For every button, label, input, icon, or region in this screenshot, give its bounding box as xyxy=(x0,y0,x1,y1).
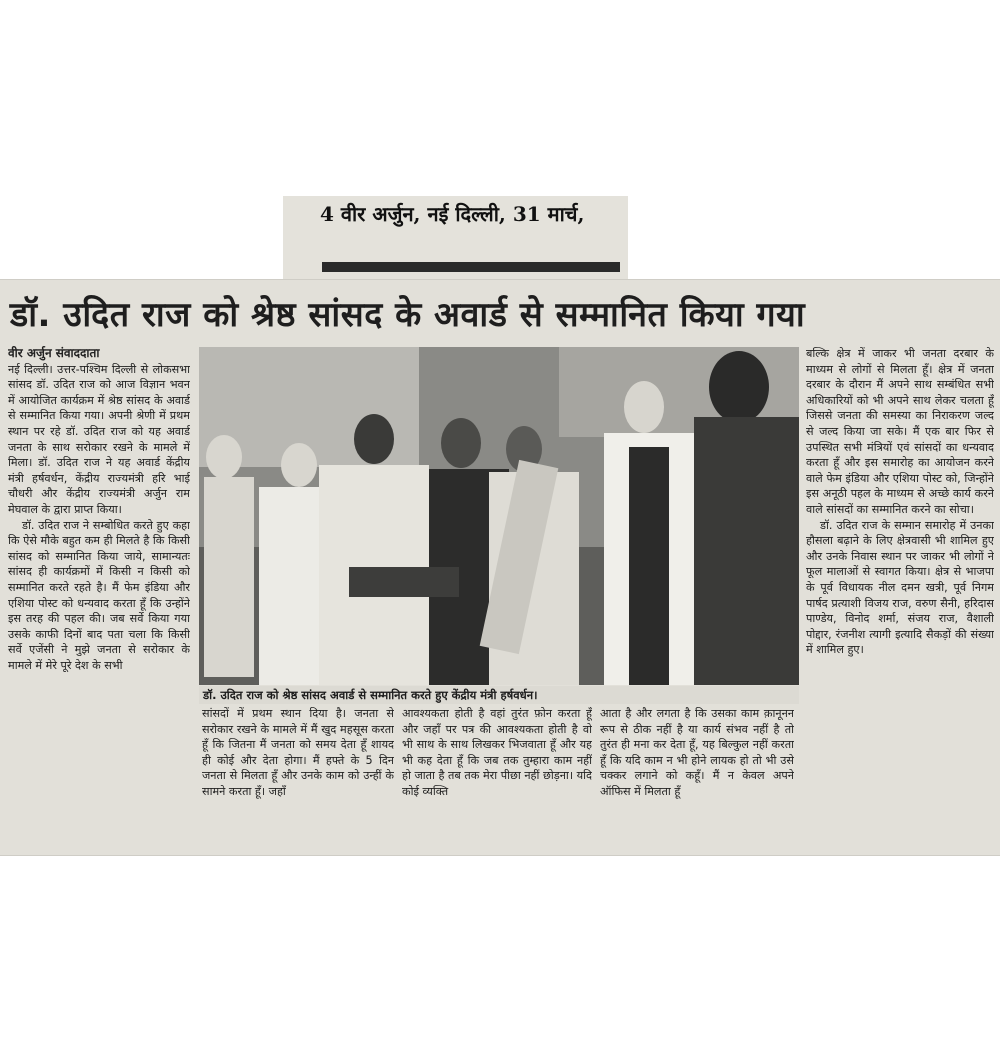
article-paragraph: आता है और लगता है कि उसका काम क़ानूनन रूप से ठीक नहीं है या कार्य संभव नहीं है तो तुरंत ही मना कर देता हूँ, यह बिल्कुल नहीं करता हूँ कि यदि काम न भी होने लायक हो तो भी उसे चक्कर लगाने को कहूँ। मैं न केवल अपने ऑफिस में मिलता हूँ xyxy=(600,707,794,798)
article-column-2 xyxy=(202,706,394,854)
masthead-dateline: 4 वीर अर्जुन, नई दिल्ली, 31 मार्च, xyxy=(320,202,585,226)
article-paragraph: डॉ. उदित राज के सम्मान समारोह में उनका हौसला बढ़ाने के लिए क्षेत्रवासी भी शामिल हुए और उनके निवास स्थान पर जाकर भी लोगों ने फूल मालाओं से स्वागत किया। क्षेत्र से भाजपा के पूर्व विधायक नील दमन खत्री, पूर्व निगम पार्षद प्रत्याशी विजय राज, वरुण सैनी, हरिदास पाण्डेय, विनोद शर्मा, संजय राज, वैशाली पोद्दार, रंजनीश त्यागी इत्यादि सैकड़ों की संख्या में शामिल हुए। xyxy=(806,518,994,657)
article-paragraph: सांसदों में प्रथम स्थान दिया है। जनता से सरोकार रखने के मामले में मैं खुद महसूस करता हूँ कि जितना मैं जनता को समय देता हूँ शायद ही कोई और देता होगा। मैं हफ्ते के 5 दिन जनता से मिलता हूँ और उनके काम को उन्हीं के सामने करता हूँ। जहाँ xyxy=(202,707,394,798)
award-photo xyxy=(199,347,799,685)
article-column-1 xyxy=(8,346,190,854)
award-ceremony-image xyxy=(199,347,799,685)
article-paragraph: बल्कि क्षेत्र में जाकर भी जनता दरबार के माध्यम से लोगों से मिलता हूँ। क्षेत्र में जनता दरबार के दौरान मैं अपने साथ सम्बंधित सभी अधिकारियों को भी अपने साथ लेकर चलता हूँ जिससे जनता की समस्या का निराकरण जल्द से जल्द किया जा सके। मैं एक बार फिर से उपस्थित सभी मंत्रियों एवं सांसदों का धन्यवाद करता हूँ और इस समारोह का आयोजन करने वाले फेम इंडिया और एशिया पोस्ट को, जिन्होंने इस अनूठी पहल के माध्यम से अच्छे कार्य करने वाले सांसदों का सम्मानित करने का सोचा। xyxy=(806,347,994,516)
byline: वीर अर्जुन संवाददाता xyxy=(8,346,100,360)
photo-caption: डॉ. उदित राज को श्रेष्ठ सांसद अवार्ड से सम्मानित करते हुए केंद्रीय मंत्री हर्षवर्धन। xyxy=(199,686,799,704)
article-column-3 xyxy=(402,706,592,854)
article-paragraph: नई दिल्ली। उत्तर-पश्चिम दिल्ली से लोकसभा सांसद डॉ. उदित राज को आज विज्ञान भवन में आयोजित कार्यक्रम में श्रेष्ठ सांसद के अवार्ड से सम्मानित किया गया। अपनी श्रेणी में प्रथम स्थान पर रहे डॉ. उदित राज को यह अवार्ड जनता के साथ सरोकार रखने के मामले में मिला। डॉ. उदित राज ने यह अवार्ड केंद्रीय मंत्री हर्षवर्धन, केंद्रीय राज्यमंत्री हरि भाई चौधरी और केंद्रीय राज्यमंत्री अर्जुन राम मेघवाल के द्वारा प्राप्त किया। xyxy=(8,362,190,516)
article-paragraph: डॉ. उदित राज ने सम्बोधित करते हुए कहा कि ऐसे मौके बहुत कम ही मिलते है कि किसी सांसद को सम्मानित किया जाये, सामान्यतः सांसद ही कार्यक्रमों में किसी न किसी को सम्मानित करते रहते है। मैं फेम इंडिया और एशिया पोस्ट को धन्यवाद करता हूँ कि उन्होंने इस तरह की पहल की। जब सर्वे किया गया उसके काफी दिनों बाद पता चला कि किसी सर्वे एजेंसी ने मुझे जनता से सरोकार के मामले में मेरे पूरे देश के सभी xyxy=(8,518,190,672)
masthead-rule xyxy=(322,262,620,272)
article-column-4 xyxy=(600,706,794,854)
headline: डॉ. उदित राज को श्रेष्ठ सांसद के अवार्ड से सम्मानित किया गया xyxy=(10,295,806,335)
article-column-5 xyxy=(806,346,994,854)
article-paragraph: आवश्यकता होती है वहां तुरंत फ़ोन करता हूँ और जहाँ पर पत्र की आवश्यकता होती है वो भी साथ के साथ लिखकर भिजवाता हूँ और यह भी कह देता हूँ कि जब तक तुम्हारा काम नहीं हो जाता है तब तक मेरा पीछा नहीं छोड़ना। यदि कोई व्यक्ति xyxy=(402,707,592,798)
